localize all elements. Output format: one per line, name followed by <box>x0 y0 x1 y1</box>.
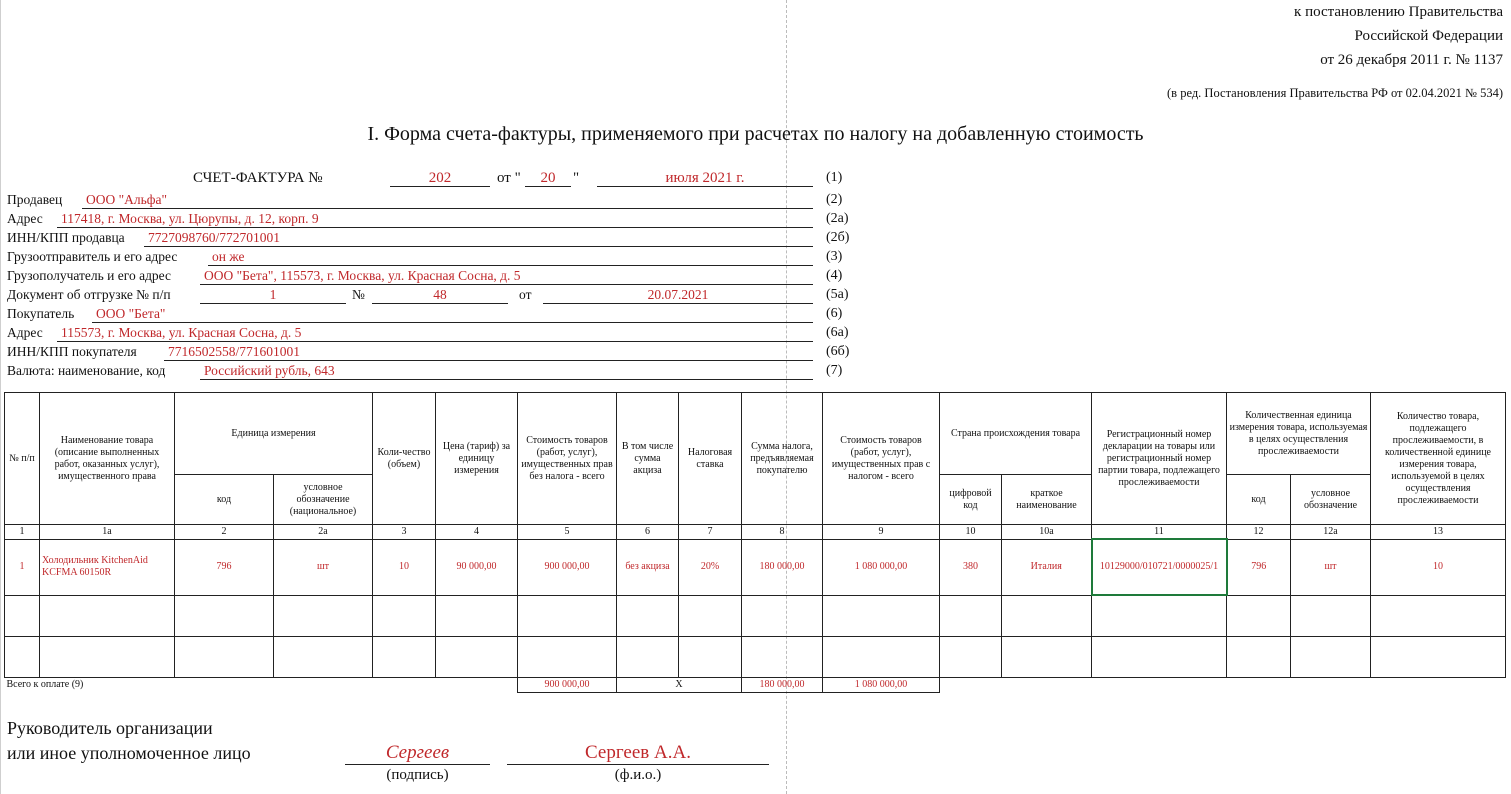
seller-address-value: 117418, г. Москва, ул. Цюрупы, д. 12, корп. 9 <box>61 211 319 226</box>
invoice-number: 202 <box>428 170 452 186</box>
shipdoc-from-label: от <box>519 287 532 302</box>
col-number: 1 <box>5 525 40 540</box>
seller-inn-row <box>0 230 860 248</box>
col-number: 3 <box>373 525 436 540</box>
row-trace-code: 796 <box>1227 539 1291 595</box>
totals-label: Всего к оплате (9) <box>6 678 84 690</box>
col-number: 12а <box>1291 525 1371 540</box>
th-tax: Сумма налога, предъявляемая покупателю <box>742 393 823 525</box>
row-excise: без акциза <box>617 539 679 595</box>
row-country-name: Италия <box>1002 539 1092 595</box>
shipdoc-code: (5а) <box>826 287 849 302</box>
shipdoc-date: 20.07.2021 <box>647 287 709 302</box>
th-regnum: Регистрационный номер декларации на товары или регистрационный номер партии товара, подлежащего прослеживаемости <box>1092 393 1227 525</box>
seller-address-code: (2а) <box>826 211 849 226</box>
row-unit-sign: шт <box>274 539 373 595</box>
th-unit-sign: условное обозначение (национальное) <box>274 475 373 525</box>
buyer-row <box>0 306 860 324</box>
header-line-3: от 26 декабря 2011 г. № 1137 <box>1320 52 1503 68</box>
totals-excise: Х <box>617 677 742 692</box>
consignee-code: (4) <box>826 268 843 283</box>
header-line-2: Российской Федерации <box>1354 28 1503 44</box>
table-row <box>5 539 1506 595</box>
buyer-inn-code: (6б) <box>826 344 850 359</box>
buyer-address-row <box>0 325 860 343</box>
seller-address-label: Адрес <box>7 211 43 226</box>
col-number: 1а <box>40 525 175 540</box>
buyer-label: Покупатель <box>7 306 75 321</box>
invoice-number-row <box>0 170 860 188</box>
table-row-empty <box>5 595 1506 636</box>
col-number: 8 <box>742 525 823 540</box>
shipdoc-no-label: № <box>352 287 365 302</box>
row-total: 1 080 000,00 <box>823 539 940 595</box>
currency-code: (7) <box>826 363 843 378</box>
col-number: 10 <box>940 525 1002 540</box>
form-title: I. Форма счета-фактуры, применяемого при расчетах по налогу на добавленную стоимость <box>367 123 1144 145</box>
invoice-quote: " <box>573 170 580 186</box>
row-regnum[interactable]: 10129000/010721/0000025/1 <box>1092 539 1227 595</box>
consignee-row <box>0 268 860 286</box>
col-number: 10а <box>1002 525 1092 540</box>
th-unit-code: код <box>175 475 274 525</box>
row-qty: 10 <box>373 539 436 595</box>
row-rate: 20% <box>679 539 742 595</box>
header-edition: (в ред. Постановления Правительства РФ от 02.04.2021 № 534) <box>1167 86 1503 100</box>
shipper-row <box>0 249 860 267</box>
th-excise: В том числе сумма акциза <box>617 393 679 525</box>
row-no: 1 <box>5 539 40 595</box>
sheet-left-edge <box>0 0 1 794</box>
seller-code: (2) <box>826 192 843 207</box>
seller-inn-label: ИНН/КПП продавца <box>7 230 125 245</box>
col-number: 11 <box>1092 525 1227 540</box>
row-name: Холодильник KitchenAid KCFMA 60150R <box>40 539 175 595</box>
th-country: Страна происхождения товара <box>940 393 1092 475</box>
col-number: 7 <box>679 525 742 540</box>
col-number: 4 <box>436 525 518 540</box>
buyer-inn-label: ИНН/КПП покупателя <box>7 344 137 359</box>
seller-row <box>0 192 860 210</box>
buyer-address-label: Адрес <box>7 325 43 340</box>
seller-label: Продавец <box>7 192 63 207</box>
shipper-code: (3) <box>826 249 843 264</box>
col-number: 13 <box>1371 525 1506 540</box>
seller-inn-code: (2б) <box>826 230 850 245</box>
buyer-inn-value: 7716502558/771601001 <box>168 344 301 359</box>
shipdoc-label: Документ об отгрузке № п/п <box>7 287 171 302</box>
th-trace-unit: Количественная единица измерения товара, используемая в целях осуществления прослеживаемости <box>1227 393 1371 475</box>
table-row-empty <box>5 636 1506 677</box>
row-trace-sign: шт <box>1291 539 1371 595</box>
th-no: № п/п <box>5 393 40 525</box>
col-number: 12 <box>1227 525 1291 540</box>
row-cost: 900 000,00 <box>518 539 617 595</box>
signature-caption: (подпись) <box>386 767 449 783</box>
buyer-address-value: 115573, г. Москва, ул. Красная Сосна, д. 5 <box>61 325 302 340</box>
th-name: Наименование товара (описание выполненных работ, оказанных услуг), имущественного права <box>40 393 175 525</box>
row-country-code: 380 <box>940 539 1002 595</box>
column-numbers-row <box>5 525 1506 540</box>
th-total: Стоимость товаров (работ, услуг), имущественных прав с налогом - всего <box>823 393 940 525</box>
th-trace-sign: условное обозначение <box>1291 475 1371 525</box>
buyer-value: ООО "Бета" <box>96 306 166 321</box>
shipper-label: Грузоотправитель и его адрес <box>7 249 178 264</box>
shipper-value: он же <box>212 249 245 264</box>
shipdoc-number: 48 <box>433 287 447 302</box>
th-trace-code: код <box>1227 475 1291 525</box>
th-rate: Налоговая ставка <box>679 393 742 525</box>
name-value: Сергеев А.А. <box>585 742 691 763</box>
invoice-code: (1) <box>826 170 843 185</box>
signature-value: Сергеев <box>385 742 450 763</box>
col-number: 5 <box>518 525 617 540</box>
consignee-value: ООО "Бета", 115573, г. Москва, ул. Красная Сосна, д. 5 <box>204 268 521 283</box>
col-number: 6 <box>617 525 679 540</box>
th-qty: Коли-чество (объем) <box>373 393 436 525</box>
seller-address-row <box>0 211 860 229</box>
row-unit-code: 796 <box>175 539 274 595</box>
totals-tax: 180 000,00 <box>742 677 823 692</box>
th-country-code: цифровой код <box>940 475 1002 525</box>
shipment-document-row <box>0 287 860 305</box>
invoice-day: 20 <box>540 170 556 186</box>
totals-row <box>5 677 1506 692</box>
col-number: 2 <box>175 525 274 540</box>
currency-label: Валюта: наименование, код <box>7 363 166 378</box>
currency-row <box>0 363 860 381</box>
totals-cost: 900 000,00 <box>518 677 617 692</box>
buyer-code: (6) <box>826 306 843 321</box>
signature-line-1: Руководитель организации <box>7 718 213 738</box>
invoice-month-year: июля 2021 г. <box>665 170 745 186</box>
seller-inn-value: 7727098760/772701001 <box>148 230 281 245</box>
header-line-1: к постановлению Правительства <box>1294 4 1503 20</box>
currency-value: Российский рубль, 643 <box>204 363 335 378</box>
th-trace-qty: Количество товара, подлежащего прослеживаемости, в количественной единице измерения товара, используемой в целях осуществления прослеживаемости <box>1371 393 1506 525</box>
totals-total: 1 080 000,00 <box>823 677 940 692</box>
signature-line-2: или иное уполномоченное лицо <box>7 743 251 763</box>
th-unit: Единица измерения <box>175 393 373 475</box>
row-tax: 180 000,00 <box>742 539 823 595</box>
buyer-address-code: (6а) <box>826 325 849 340</box>
invoice-from-label: от " <box>497 170 521 186</box>
row-price: 90 000,00 <box>436 539 518 595</box>
invoice-table <box>4 392 1506 693</box>
name-caption: (ф.и.о.) <box>614 767 662 783</box>
consignee-label: Грузополучатель и его адрес <box>7 268 172 283</box>
buyer-inn-row <box>0 344 860 362</box>
shipdoc-position: 1 <box>269 287 277 302</box>
col-number: 2а <box>274 525 373 540</box>
th-price: Цена (тариф) за единицу измерения <box>436 393 518 525</box>
col-number: 9 <box>823 525 940 540</box>
th-cost: Стоимость товаров (работ, услуг), имущественных прав без налога - всего <box>518 393 617 525</box>
th-country-name: краткое наименование <box>1002 475 1092 525</box>
row-trace-qty: 10 <box>1371 539 1506 595</box>
invoice-label: СЧЕТ-ФАКТУРА № <box>193 170 323 186</box>
seller-value: ООО "Альфа" <box>86 192 168 207</box>
